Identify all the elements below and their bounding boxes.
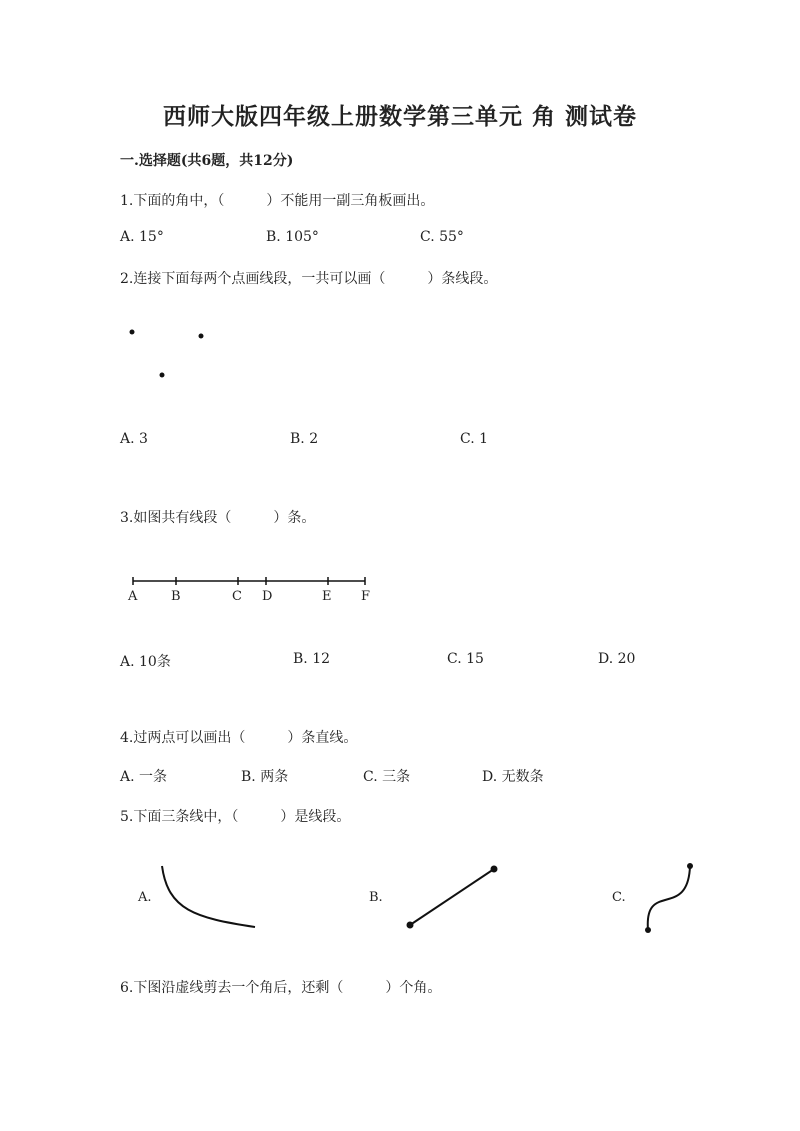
q4-option-d: D. 无数条 — [482, 769, 544, 785]
q3-option-b: B. 12 — [293, 651, 331, 667]
dot-3 — [160, 373, 165, 378]
q3-option-a: A. 10条 — [120, 654, 171, 670]
endpoint-c2 — [687, 863, 693, 869]
point-label-e: E — [322, 589, 332, 604]
curve-c — [648, 866, 690, 930]
question-4: 4.过两点可以画出（ ）条直线。 — [120, 730, 358, 746]
endpoint-c1 — [645, 927, 651, 933]
page-title: 西师大版四年级上册数学第三单元 角 测试卷 — [162, 103, 637, 130]
question-3: 3.如图共有线段（ ）条。 — [120, 510, 316, 526]
question-1: 1.下面的角中，（ ）不能用一副三角板画出。 — [120, 193, 435, 209]
q2-option-c: C. 1 — [460, 431, 489, 447]
figure-label-c: C. — [612, 890, 626, 905]
q3-option-c: C. 15 — [447, 651, 484, 667]
curve-a — [162, 866, 255, 927]
q1-option-c: C. 55° — [420, 229, 464, 245]
segment-b — [410, 869, 494, 925]
q2-option-a: A. 3 — [120, 431, 148, 447]
q2-option-b: B. 2 — [290, 431, 319, 447]
q1-option-b: B. 105° — [266, 229, 319, 245]
point-label-b: B — [171, 589, 181, 604]
point-label-a: A — [128, 589, 138, 604]
question-2: 2.连接下面每两个点画线段，一共可以画（ ）条线段。 — [120, 271, 498, 287]
endpoint-b2 — [491, 866, 498, 873]
figure-label-a: A. — [138, 890, 152, 905]
point-label-c: C — [232, 589, 242, 604]
section-heading: 一.选择题(共6题，共12分) — [120, 153, 294, 169]
question-5: 5.下面三条线中，（ ）是线段。 — [120, 809, 351, 825]
dot-1 — [130, 330, 135, 335]
point-label-f: F — [361, 589, 371, 604]
q4-option-b: B. 两条 — [241, 769, 289, 785]
q4-option-c: C. 三条 — [363, 769, 411, 785]
q1-option-a: A. 15° — [120, 229, 164, 245]
endpoint-b1 — [407, 922, 414, 929]
question-6: 6.下图沿虚线剪去一个角后，还剩（ ）个角。 — [120, 980, 442, 996]
q4-option-a: A. 一条 — [120, 769, 168, 785]
q3-option-d: D. 20 — [598, 651, 636, 667]
point-label-d: D — [262, 589, 273, 604]
dot-2 — [199, 334, 204, 339]
figure-label-b: B. — [369, 890, 383, 905]
